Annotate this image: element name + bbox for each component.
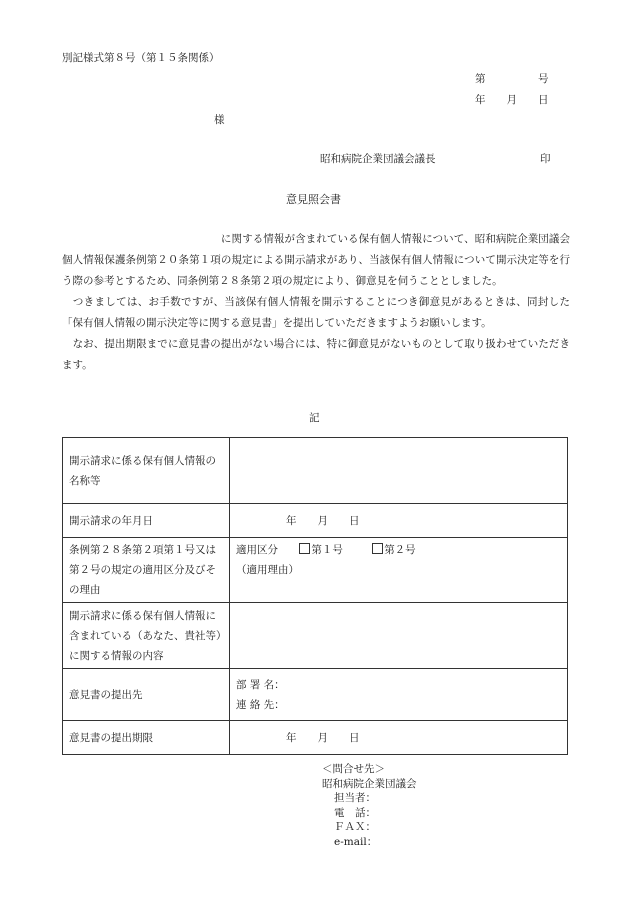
table-row bbox=[63, 504, 568, 538]
sender-name: 昭和病院企業団議会議長 bbox=[320, 153, 436, 165]
contact-person: 担当者： bbox=[334, 792, 376, 804]
option-1 bbox=[299, 540, 343, 560]
table-row bbox=[63, 721, 568, 755]
document-date: 年 月 日 bbox=[475, 94, 549, 106]
row-value bbox=[230, 603, 568, 669]
form-label: 別記様式第８号（第１５条関係） bbox=[62, 52, 220, 64]
checkbox-icon bbox=[372, 543, 383, 554]
row-label: 開示請求に係る保有個人情報に含まれている（あなた、貴社等）に関する情報の内容 bbox=[63, 603, 230, 669]
category-label: 適用区分 bbox=[236, 544, 278, 556]
table-row bbox=[63, 538, 568, 603]
row-value bbox=[230, 438, 568, 504]
row-value bbox=[230, 504, 568, 538]
option-1-label: 第１号 bbox=[311, 544, 343, 556]
contact-fax: ＦＡＸ： bbox=[334, 821, 376, 833]
row-label: 意見書の提出先 bbox=[63, 669, 230, 721]
row-label: 条例第２８条第２項第１号又は第２号の規定の適用区分及びその理由 bbox=[63, 538, 230, 603]
request-date: 年 月 日 bbox=[286, 514, 360, 527]
table-row bbox=[63, 438, 568, 504]
table-row bbox=[63, 603, 568, 669]
deadline-date: 年 月 日 bbox=[286, 731, 360, 744]
contact-email: e-mail： bbox=[334, 835, 378, 848]
checkbox-icon bbox=[299, 543, 310, 554]
document-number: 第 号 bbox=[475, 73, 549, 85]
paragraph: に関する情報が含まれている保有個人情報について、昭和病院企業団議会個人情報保護条例第２０条第１項の規定による開示請求があり、当該保有個人情報について開示決定等を行う際の参考とするため、同条例第２８条第２項の規定により、御意見を伺うこととしました。 bbox=[62, 233, 570, 287]
row-label: 意見書の提出期限 bbox=[63, 721, 230, 755]
contact-org: 昭和病院企業団議会 bbox=[322, 777, 417, 790]
body-text bbox=[62, 229, 570, 376]
row-value bbox=[230, 538, 568, 603]
table-row bbox=[63, 669, 568, 721]
ki-heading: 記 bbox=[309, 412, 320, 424]
contact-heading: ＜問合せ先＞ bbox=[322, 763, 385, 775]
document-title: 意見照会書 bbox=[286, 193, 341, 206]
row-value bbox=[230, 669, 568, 721]
reason-label: （適用理由） bbox=[236, 564, 299, 576]
paragraph: つきましては、お手数ですが、当該保有個人情報を開示することにつき御意見があるときは、同封した「保有個人情報の開示決定等に関する意見書」を提出していただきますようお願いします。 bbox=[62, 296, 570, 329]
department-label: 部 署 名： bbox=[236, 678, 285, 691]
contact-phone: 電 話： bbox=[334, 806, 376, 819]
info-table bbox=[62, 437, 568, 755]
paragraph: なお、提出期限までに意見書の提出がない場合には、特に御意見がないものとして取り扱わせていただきます。 bbox=[62, 338, 570, 371]
row-label: 開示請求に係る保有個人情報の名称等 bbox=[63, 438, 230, 504]
seal-mark: 印 bbox=[540, 153, 551, 165]
row-label: 開示請求の年月日 bbox=[63, 504, 230, 538]
contact-block bbox=[322, 762, 417, 849]
row-value bbox=[230, 721, 568, 755]
option-2-label: 第２号 bbox=[384, 544, 416, 556]
addressee-suffix: 様 bbox=[214, 114, 225, 126]
option-2 bbox=[372, 540, 416, 560]
contact-label: 連 絡 先： bbox=[236, 698, 285, 711]
